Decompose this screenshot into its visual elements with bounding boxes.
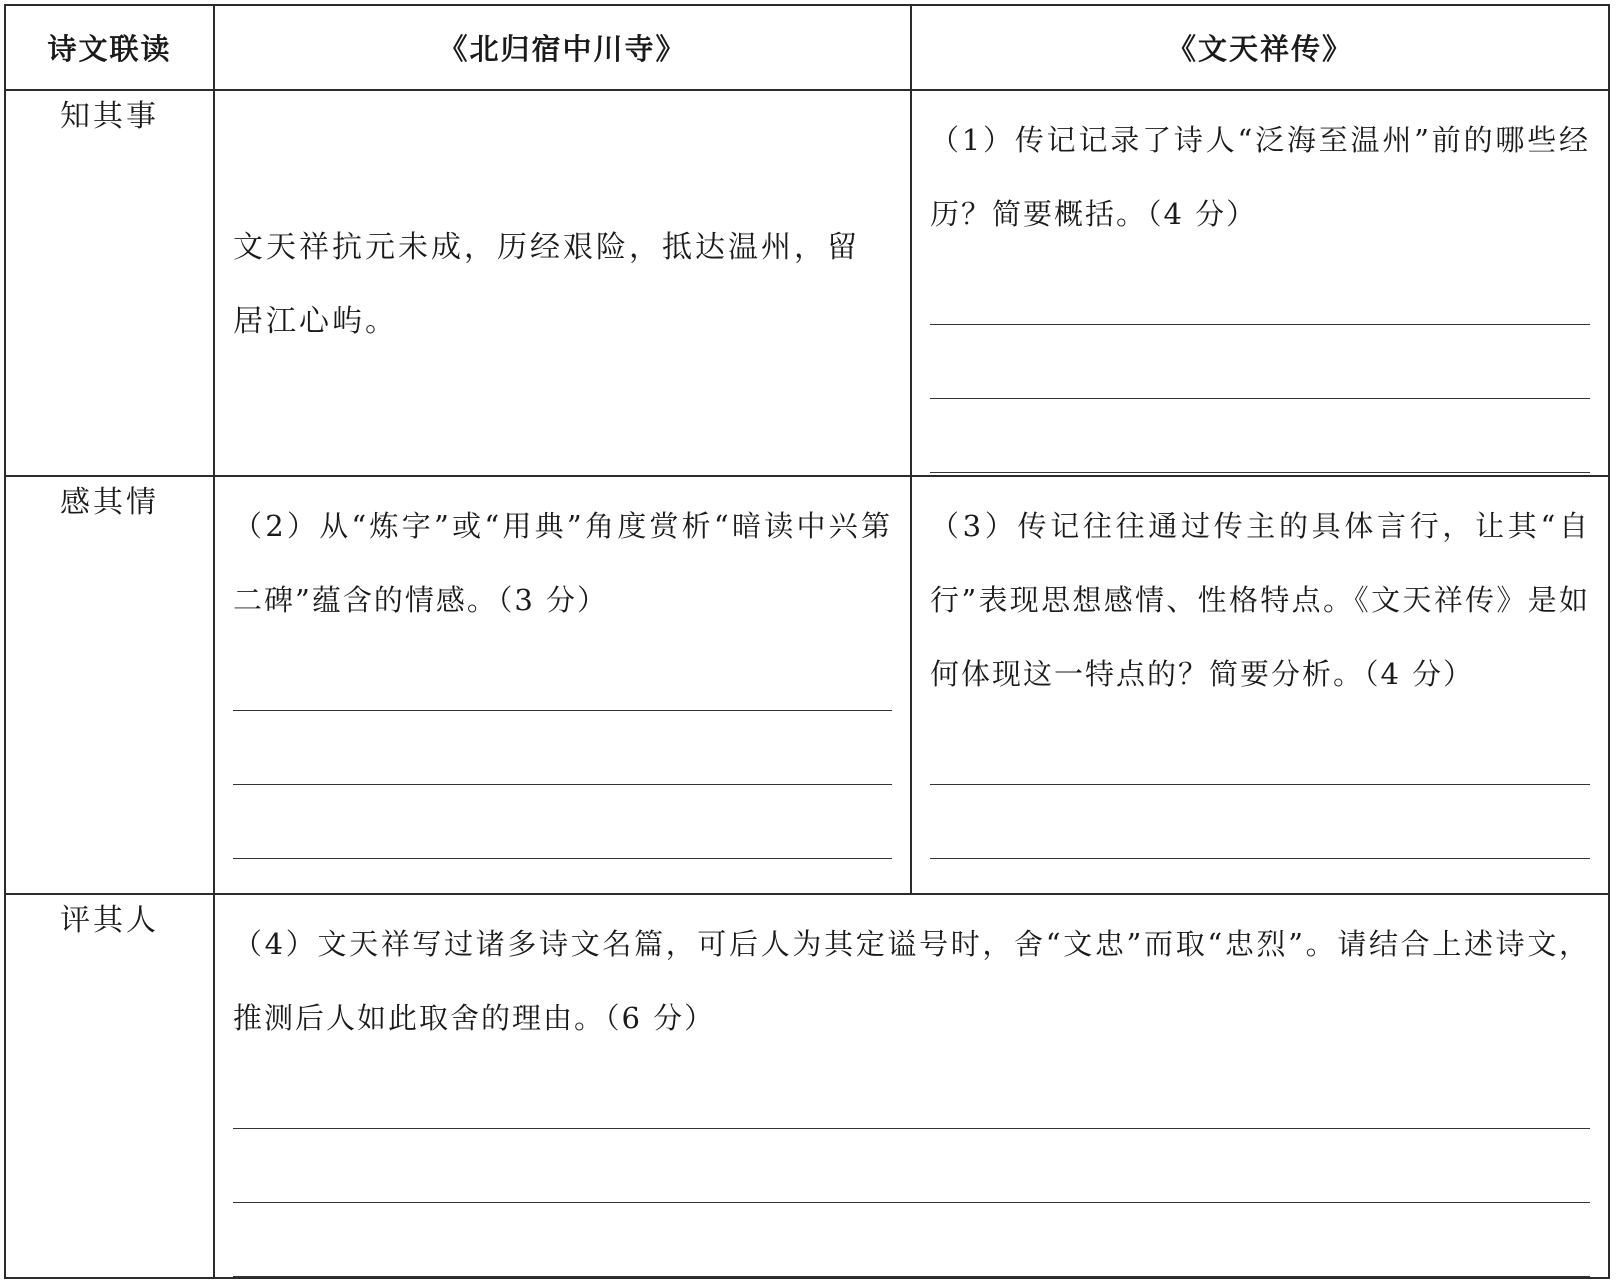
question-4-text: （4）文天祥写过诸多诗文名篇，可后人为其定谥号时，舍“文忠”而取“忠烈”。请结合上述诗文，推测后人如此取舍的理由。（6 分） xyxy=(233,927,1590,1035)
answer-line[interactable] xyxy=(930,399,1590,473)
cell-poem-fact xyxy=(214,90,911,476)
header-corner: 诗文联读 xyxy=(5,5,214,90)
answer-line[interactable] xyxy=(233,711,892,785)
answer-area-2[interactable] xyxy=(233,637,892,859)
answer-area-4[interactable] xyxy=(233,1055,1590,1277)
answer-line[interactable] xyxy=(930,325,1590,399)
cell-question-4 xyxy=(214,894,1609,1278)
cell-question-3 xyxy=(911,476,1609,894)
row-know-event xyxy=(5,90,1609,476)
answer-line[interactable] xyxy=(930,251,1590,325)
answer-area-3[interactable] xyxy=(930,711,1590,859)
header-poem-title: 《北归宿中川寺》 xyxy=(214,5,911,90)
header-row xyxy=(5,5,1609,90)
answer-line[interactable] xyxy=(233,1203,1590,1277)
reading-table xyxy=(4,4,1610,1279)
header-biography-title: 《文天祥传》 xyxy=(911,5,1609,90)
answer-area-1[interactable] xyxy=(930,251,1590,473)
answer-line[interactable] xyxy=(930,711,1590,785)
cell-question-2 xyxy=(214,476,911,894)
row-label-feel: 感其情 xyxy=(5,476,214,894)
question-3-text: （3）传记往往通过传主的具体言行，让其“自行”表现思想感情、性格特点。《文天祥传》是如何体现这一特点的？简要分析。（4 分） xyxy=(930,509,1590,691)
answer-line[interactable] xyxy=(233,637,892,711)
cell-question-1 xyxy=(911,90,1609,476)
row-label-judge: 评其人 xyxy=(5,894,214,1278)
question-1-text: （1）传记记录了诗人“泛海至温州”前的哪些经历？简要概括。（4 分） xyxy=(930,123,1590,231)
answer-line[interactable] xyxy=(233,1055,1590,1129)
row-label-know: 知其事 xyxy=(5,90,214,476)
answer-line[interactable] xyxy=(233,1129,1590,1203)
answer-line[interactable] xyxy=(233,785,892,859)
row-judge-person xyxy=(5,894,1609,1278)
answer-line[interactable] xyxy=(930,785,1590,859)
row-feel-emotion xyxy=(5,476,1609,894)
poem-fact-text: 文天祥抗元未成，历经艰险，抵达温州，留居江心屿。 xyxy=(233,230,860,339)
question-2-text: （2）从“炼字”或“用典”角度赏析“暗读中兴第二碑”蕴含的情感。（3 分） xyxy=(233,509,892,617)
